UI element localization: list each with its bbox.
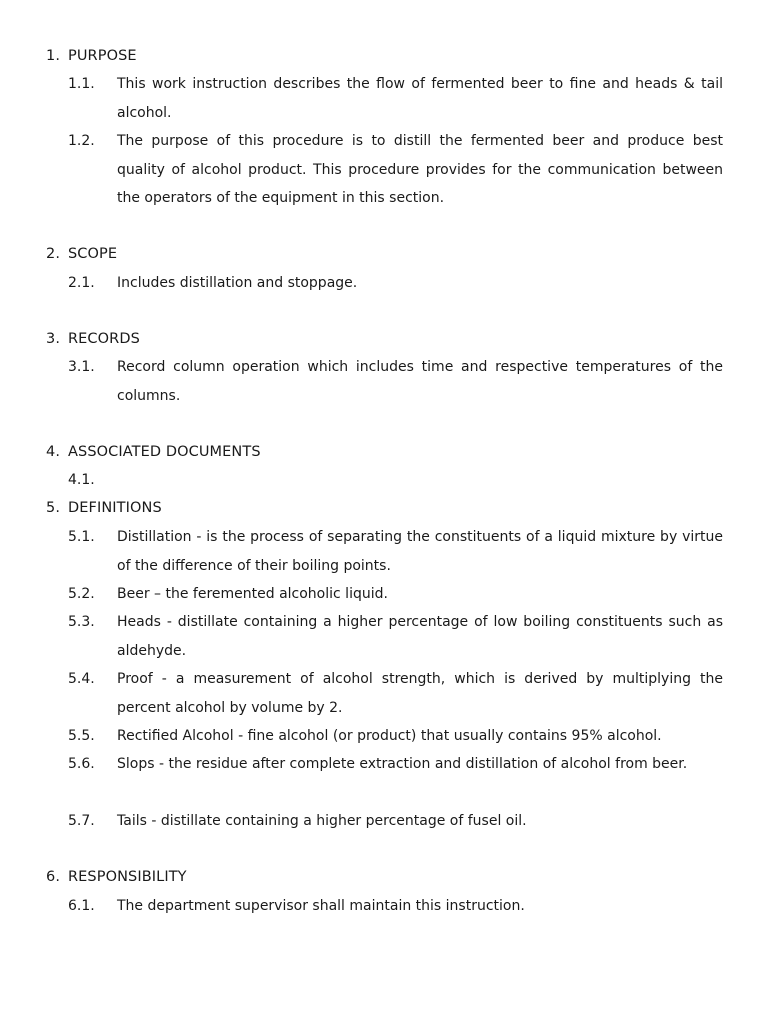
item-number: 4.1. — [68, 472, 95, 488]
section-number: 5. — [46, 500, 61, 516]
item-text: Distillation - is the process of separating the constituents of a liquid mixture by virtue of the difference of their boiling points. — [117, 529, 723, 574]
section-title: RECORDS — [68, 331, 140, 347]
section-title: DEFINITIONS — [68, 500, 162, 516]
item-text: Slops - the residue after complete extraction and distillation of alcohol from beer. — [117, 756, 688, 772]
item-text: Includes distillation and stoppage. — [117, 275, 358, 291]
section-number: 3. — [46, 331, 61, 347]
item-text: Heads - distillate containing a higher percentage of low boiling constituents such as aldehyde. — [117, 614, 723, 659]
section-heading-associated-documents — [46, 438, 261, 466]
section-number: 4. — [46, 444, 61, 460]
item-text: The purpose of this procedure is to distill the fermented beer and produce best quality of alcohol product. This procedure provides for the communication between the operators of the equipment in this section. — [117, 133, 723, 206]
item-number: 5.7. — [68, 813, 95, 829]
section-heading-records — [46, 325, 140, 353]
section-heading-responsibility — [46, 863, 187, 891]
section-number: 6. — [46, 869, 61, 885]
section-number: 2. — [46, 246, 61, 262]
item-number: 5.2. — [68, 586, 95, 602]
item-text: Beer – the feremented alcoholic liquid. — [117, 586, 388, 602]
section-number: 1. — [46, 48, 61, 64]
item-number: 1.2. — [68, 133, 95, 149]
item-text: Proof - a measurement of alcohol strength, which is derived by multiplying the percent alcohol by volume by 2. — [117, 671, 723, 716]
item-text: This work instruction describes the flow of fermented beer to fine and heads & tail alcohol. — [117, 76, 723, 121]
section-title: SCOPE — [68, 246, 118, 262]
item-number: 5.5. — [68, 728, 95, 744]
item-text: The department supervisor shall maintain this instruction. — [117, 898, 525, 914]
item-number: 5.3. — [68, 614, 95, 630]
item-text: Tails - distillate containing a higher percentage of fusel oil. — [117, 813, 527, 829]
item-number: 5.6. — [68, 756, 95, 772]
item-text: Rectified Alcohol - fine alcohol (or product) that usually contains 95% alcohol. — [117, 728, 662, 744]
item-number: 2.1. — [68, 275, 95, 291]
section-heading-purpose — [46, 42, 137, 70]
item-text: Record column operation which includes time and respective temperatures of the columns. — [117, 359, 723, 404]
section-title: ASSOCIATED DOCUMENTS — [68, 444, 261, 460]
item-number: 3.1. — [68, 359, 95, 375]
item-number: 6.1. — [68, 898, 95, 914]
section-title: RESPONSIBILITY — [68, 869, 187, 885]
item-number: 5.4. — [68, 671, 95, 687]
section-heading-scope — [46, 240, 117, 268]
item-number: 5.1. — [68, 529, 95, 545]
section-title: PURPOSE — [68, 48, 137, 64]
item-number: 1.1. — [68, 76, 95, 92]
section-heading-definitions — [46, 494, 162, 522]
